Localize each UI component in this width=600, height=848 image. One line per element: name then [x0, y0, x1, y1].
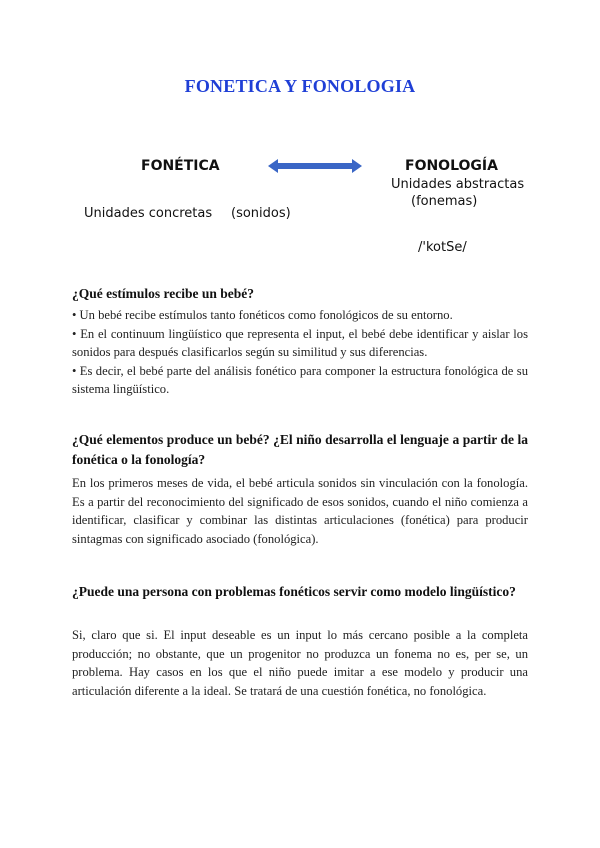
- section-body: [72, 306, 528, 399]
- fonologia-desc-line1: Unidades abstractas: [391, 177, 525, 192]
- fonetica-desc: Unidades concretas: [84, 206, 213, 221]
- fonologia-desc-line2: (fonemas): [411, 194, 478, 209]
- section-body: [72, 626, 528, 700]
- section-heading: ¿Qué estímulos recibe un bebé?: [72, 286, 254, 301]
- phoneme-example: /'kotSe/: [418, 240, 467, 255]
- fonetica-desc-extra: (sonidos): [231, 206, 291, 221]
- fonologia-label: FONOLOGÍA: [405, 158, 498, 174]
- page-title: FONETICA Y FONOLOGIA: [184, 76, 416, 96]
- bullet-item: • Un bebé recibe estímulos tanto fonéticos como fonológicos de su entorno.: [72, 308, 453, 322]
- paragraph: En los primeros meses de vida, el bebé articula sonidos sin vinculación con la fonología. Es a partir del reconocimiento del significado de esos sonidos, cuando el niño comienza a identificar, clasificar y combinar las distintas articulaciones (fonética) para producir sintagmas con significado asociado (fonológica).: [72, 476, 528, 546]
- fonetica-label: FONÉTICA: [141, 158, 220, 174]
- section-heading: ¿Puede una persona con problemas fonéticos servir como modelo lingüístico?: [72, 584, 516, 599]
- bullet-item: • En el continuum lingüístico que representa el input, el bebé debe identificar y aislar los sonidos para después clasificarlos según su similitud y sus diferencias.: [72, 326, 528, 359]
- section-heading: ¿Qué elementos produce un bebé? ¿El niño desarrolla el lenguaje a partir de la fonética o la fonología?: [72, 432, 528, 467]
- bullet-item: • Es decir, el bebé parte del análisis fonético para componer la estructura fonológica de su sistema lingüístico.: [72, 363, 528, 396]
- double-headed-arrow-icon: [268, 158, 362, 174]
- section-body: [72, 474, 528, 548]
- paragraph: Si, claro que si. El input deseable es un input lo más cercano posible a la completa producción; no obstante, que un progenitor no produzca un fonema no es, per se, un problema. Hay casos en los que el niño puede imitar a ese modelo y producir una articulación diferente a la ideal. Se tratará de una cuestión fonética, no fonológica.: [72, 628, 528, 698]
